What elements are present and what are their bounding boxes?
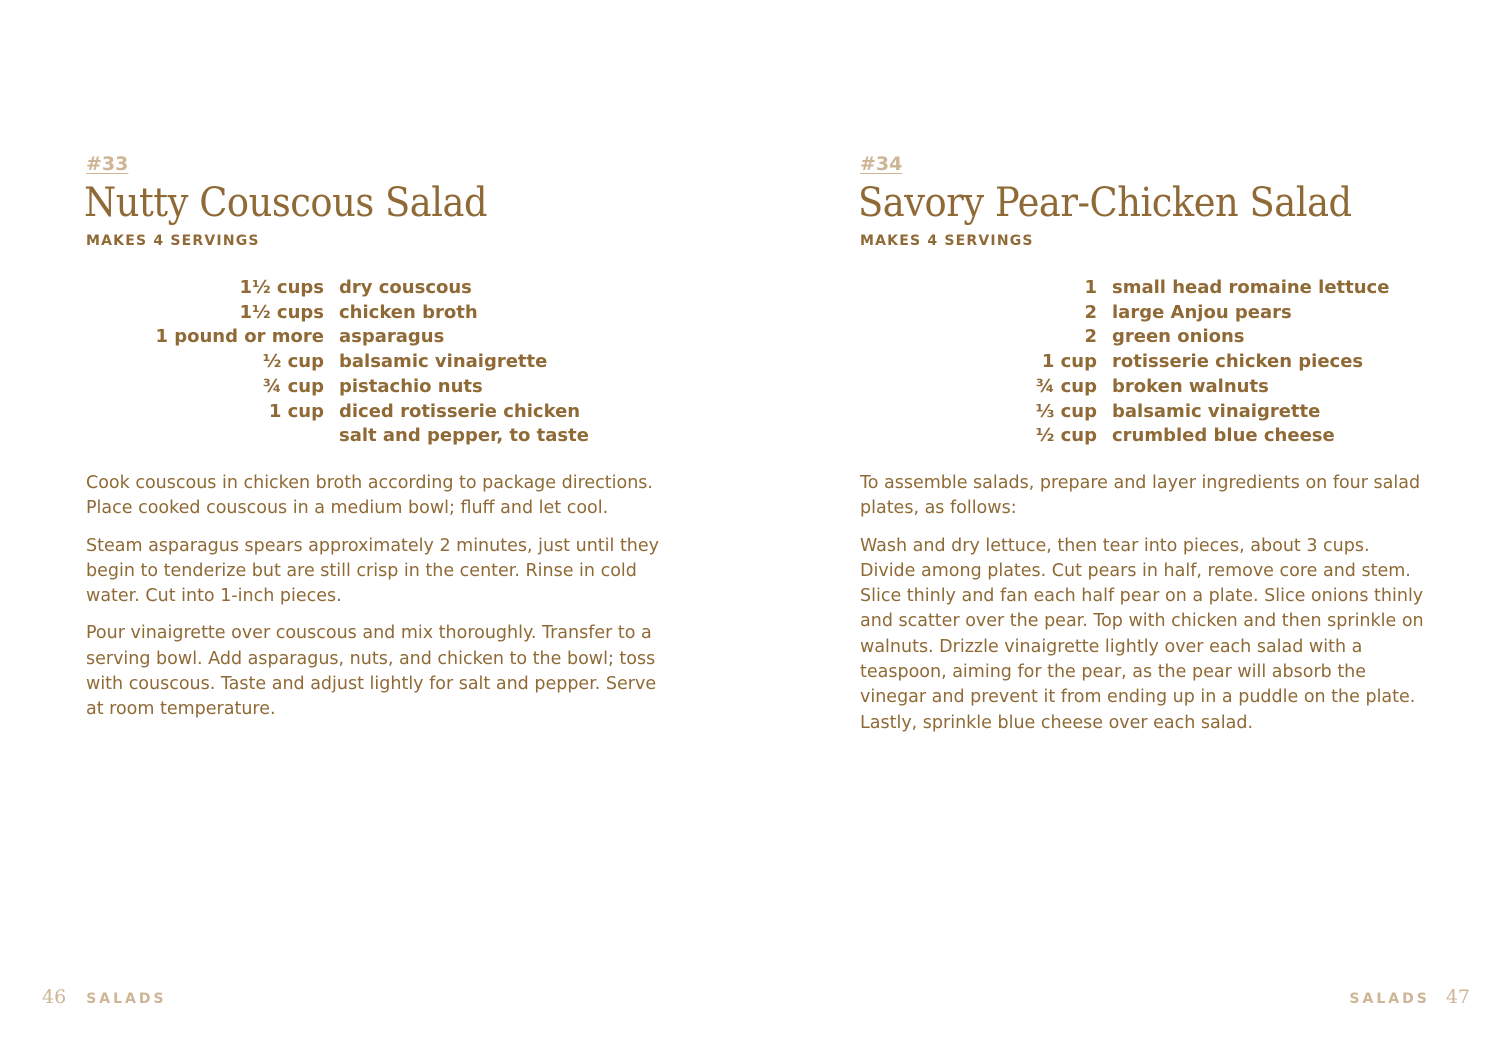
servings-label: MAKES 4 SERVINGS — [860, 233, 1034, 249]
ingredient-quantity: 1½ cups — [239, 277, 324, 298]
ingredient-name: pistachio nuts — [339, 375, 483, 397]
directions — [86, 471, 666, 723]
ingredient-name: rotisserie chicken pieces — [1112, 351, 1364, 373]
ingredient-name: broken walnuts — [1112, 375, 1269, 397]
ingredient-quantity: 1 cup — [268, 400, 324, 422]
ingredient-quantity: ⅓ cup — [1035, 400, 1097, 422]
recipe-number: #34 — [860, 153, 903, 175]
ingredient-name: diced rotisserie chicken — [339, 400, 581, 422]
servings-label: MAKES 4 SERVINGS — [86, 233, 260, 249]
ingredient-quantity: ¾ cup — [262, 375, 324, 397]
ingredient-quantity: 2 — [1084, 301, 1097, 323]
ingredient-quantity: 1 — [1084, 277, 1097, 298]
ingredient-name: balsamic vinaigrette — [339, 351, 548, 373]
ingredient-list — [860, 278, 1430, 447]
section-name: SALADS — [1349, 991, 1430, 1007]
ingredient-list — [86, 278, 666, 447]
ingredient-quantity: ½ cup — [262, 351, 324, 373]
direction-paragraph: Steam asparagus spears approximately 2 minutes, just until they begin to tenderize but are still crisp in the center. Rinse in cold water. Cut into 1-inch pieces. — [86, 535, 660, 607]
ingredient-name: salt and pepper, to taste — [339, 425, 589, 447]
recipe-title: Nutty Couscous Salad — [84, 180, 488, 226]
ingredient-name: asparagus — [339, 326, 445, 348]
ingredient-quantity — [86, 426, 324, 447]
ingredient-quantity: 1 cup — [1041, 351, 1097, 373]
ingredient-name: small head romaine lettuce — [1112, 277, 1390, 298]
directions — [860, 471, 1430, 736]
recipe-33 — [86, 152, 666, 735]
ingredient-name: large Anjou pears — [1112, 301, 1292, 323]
page-number: 47 — [1445, 986, 1470, 1008]
ingredient-quantity: ¾ cup — [1035, 375, 1097, 397]
ingredient-name: green onions — [1112, 326, 1245, 348]
ingredient-quantity: 1 pound or more — [155, 326, 324, 348]
ingredient-quantity: 1½ cups — [239, 301, 324, 323]
right-page — [756, 0, 1512, 1044]
page-footer — [42, 986, 167, 1014]
recipe-number: #33 — [86, 153, 129, 175]
direction-paragraph: Cook couscous in chicken broth according to package directions. Place cooked couscous in a medium bowl; fluff and let cool. — [86, 472, 653, 519]
ingredient-name: balsamic vinaigrette — [1112, 400, 1321, 422]
direction-paragraph: Pour vinaigrette over couscous and mix thoroughly. Transfer to a serving bowl. Add asparagus, nuts, and chicken to the bowl; toss with couscous. Taste and adjust lightly for salt and pepper. Serve at room temperature. — [86, 623, 657, 720]
recipe-34 — [860, 152, 1430, 748]
ingredient-name: chicken broth — [339, 301, 478, 323]
page-number: 46 — [42, 986, 67, 1008]
direction-paragraph: To assemble salads, prepare and layer ingredients on four salad plates, as follows: — [860, 472, 1421, 519]
ingredient-name: crumbled blue cheese — [1112, 425, 1335, 447]
ingredient-name: dry couscous — [339, 277, 472, 298]
direction-paragraph: Wash and dry lettuce, then tear into pieces, about 3 cups. Divide among plates. Cut pears in half, remove core and stem. Slice thinly and fan each half pear on a plate. Slice onions thinly and scatter over the pear. Top with chicken and then sprinkle on walnuts. Drizzle vinaigrette lightly over each salad with a teaspoon, aiming for the pear, as the pear will absorb the vinegar and prevent it from ending up in a puddle on the plate. Lastly, sprinkle blue cheese over each salad. — [860, 535, 1424, 733]
recipe-title: Savory Pear-Chicken Salad — [858, 180, 1352, 226]
ingredient-quantity: ½ cup — [1035, 425, 1097, 447]
page-footer — [1349, 986, 1470, 1014]
ingredient-quantity: 2 — [1084, 326, 1097, 348]
section-name: SALADS — [86, 991, 167, 1007]
